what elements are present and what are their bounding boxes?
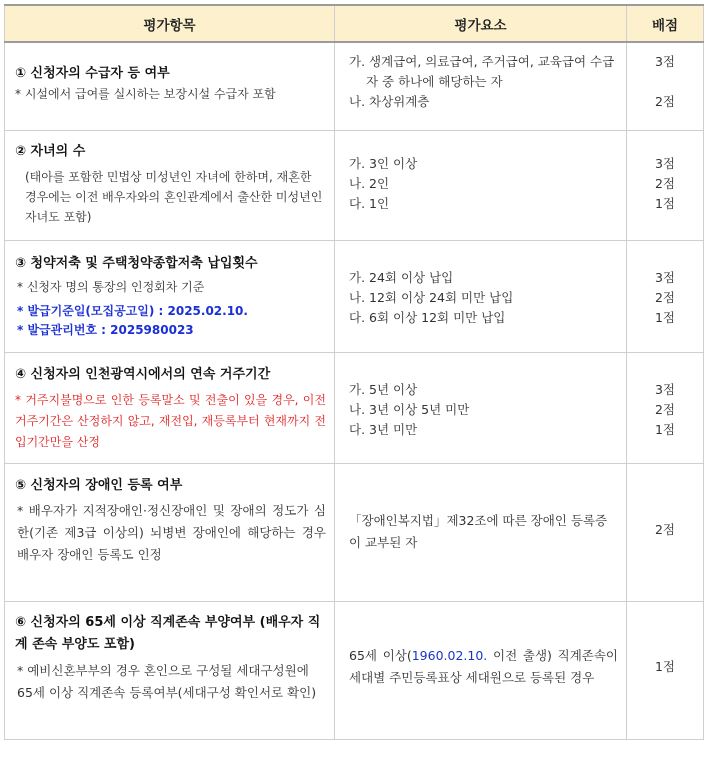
header-evaluation-item: 평가항목 [5,5,335,42]
score-value: 3점 [654,269,676,285]
score-cell [627,42,704,130]
score-value: 3점 [654,155,676,171]
score-value: 1점 [654,195,676,211]
factor-line: 다. 3년 미만 [349,421,418,437]
score-cell [627,130,704,240]
birth-date-highlight: 1960.02.10. [411,648,488,663]
score-cell [627,352,704,463]
factor-line [349,645,618,689]
issue-number-note: * 발급관리번호 : 2025980023 [17,322,194,337]
row-note: * 신청자 명의 통장의 인정회차 기준 [17,279,205,294]
score-value: 3점 [654,54,676,69]
factor-text-suffix: 이전 출생) 직계존속이 세대별 주민등록표상 세대원으로 등록된 경우 [349,648,618,685]
table-row [5,463,704,601]
item-cell [5,352,335,463]
table-header-row [5,5,704,42]
factor-cell [335,42,627,130]
evaluation-table [4,4,704,740]
factor-line: 가. 5년 이상 [349,381,418,397]
factor-line: 가. 3인 이상 [349,155,418,171]
factor-line: 나. 12회 이상 24회 미만 납입 [349,289,514,305]
factor-line: 나. 차상위계층 [349,94,430,109]
factor-line: 나. 3년 이상 5년 미만 [349,401,470,417]
evaluation-table-container [4,4,703,740]
row-note: * 배우자가 지적장애인·정신장애인 및 장애의 정도가 심한(기존 제3급 이상의) 뇌병변 장애인에 해당하는 경우 배우자 장애인 등록도 인정 [17,502,326,562]
factor-line: 다. 6회 이상 12회 미만 납입 [349,309,506,325]
score-value: 1점 [654,309,676,325]
item-cell [5,601,335,739]
score-value: 2점 [654,522,676,537]
issue-date-note: * 발급기준일(모집공고일) : 2025.02.10. [17,303,248,318]
item-cell [5,130,335,240]
table-row [5,352,704,463]
factor-line: 다. 1인 [349,195,390,211]
row-title: ⑥ 신청자의 65세 이상 직계존속 부양여부 (배우자 직계 존속 부양도 포함) [15,614,321,652]
item-cell [5,463,335,601]
factor-cell [335,463,627,601]
row-note: (태아를 포함한 민법상 미성년인 자녀에 한하며, 재혼한 경우에는 이전 배우자와의 혼인관계에서 출산한 미성년인 자녀도 포함) [25,169,323,224]
score-value: 3점 [654,381,676,397]
factor-cell [335,352,627,463]
factor-cell [335,240,627,352]
table-row [5,601,704,739]
factor-line: 가. 24회 이상 납입 [349,269,454,285]
row-title: ⑤ 신청자의 장애인 등록 여부 [15,477,183,493]
score-cell [627,240,704,352]
table-row [5,42,704,130]
row-title: ① 신청자의 수급자 등 여부 [15,66,170,81]
factor-line: 「장애인복지법」제32조에 따른 장애인 등록증이 교부된 자 [349,513,608,550]
item-cell [5,42,335,130]
factor-line: 가. 생계급여, 의료급여, 주거급여, 교육급여 수급자 중 하나에 해당하는 자 [349,54,615,89]
row-note: * 시설에서 급여를 실시하는 보장시설 수급자 포함 [15,87,276,101]
row-title: ④ 신청자의 인천광역시에서의 연속 거주기간 [15,366,271,382]
row-note-warning: * 거주지불명으로 인한 등록말소 및 전출이 있을 경우, 이전 거주기간은 산정하지 않고, 재전입, 재등록부터 현재까지 전입기간만을 산정 [15,392,326,449]
factor-cell [335,130,627,240]
score-cell [627,601,704,739]
score-value: 2점 [654,94,676,109]
score-value: 2점 [654,175,676,191]
table-row [5,240,704,352]
score-value: 1점 [654,659,676,674]
row-title: ③ 청약저축 및 주택청약종합저축 납입횟수 [15,255,258,271]
factor-cell [335,601,627,739]
header-score: 배점 [627,5,704,42]
score-value: 2점 [654,289,676,305]
score-cell [627,463,704,601]
factor-text-prefix: 65세 이상( [349,648,412,663]
item-cell [5,240,335,352]
table-row [5,130,704,240]
factor-line: 나. 2인 [349,175,390,191]
score-value: 2점 [654,401,676,417]
row-title: ② 자녀의 수 [15,143,86,159]
score-value: 1점 [654,421,676,437]
header-evaluation-factor: 평가요소 [335,5,627,42]
row-note: * 예비신혼부부의 경우 혼인으로 구성될 세대구성원에 65세 이상 직계존속 등록여부(세대구성 확인서로 확인) [17,662,317,700]
